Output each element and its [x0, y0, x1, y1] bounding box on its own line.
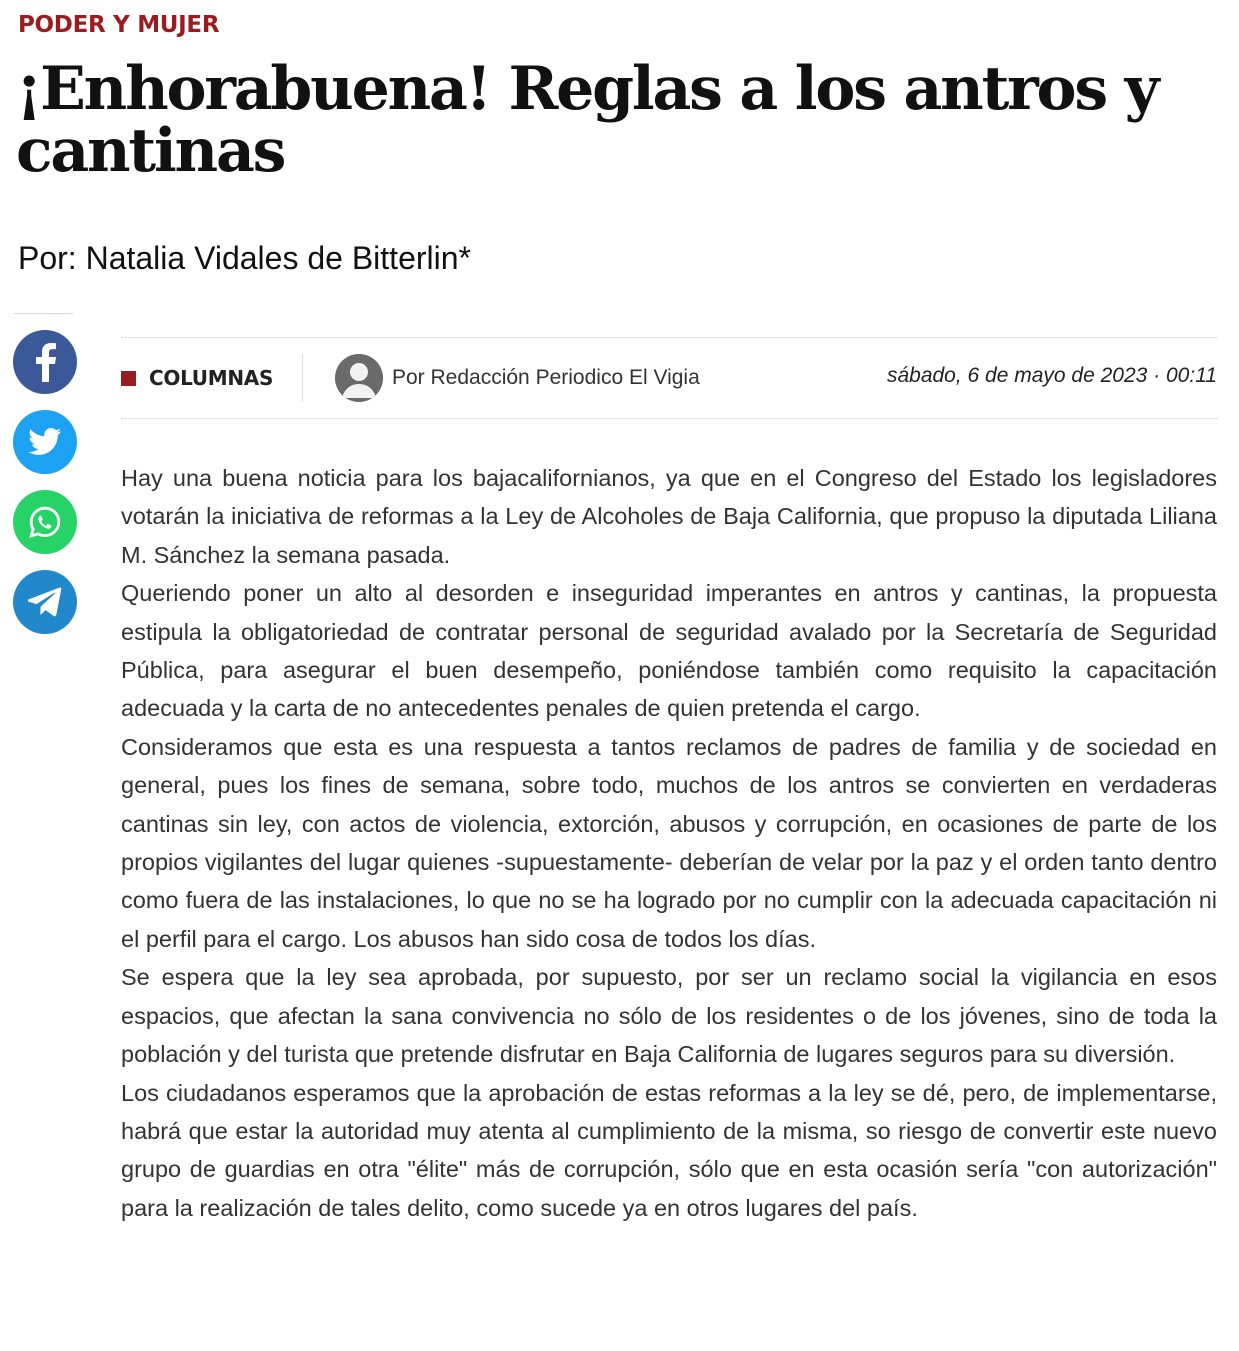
article-paragraph: Queriendo poner un alto al desorden e inseguridad imperantes en antros y cantinas, la propuesta estipula la obligatoriedad de contratar personal de seguridad avalado por la Secretaría de Seguridad Pública, para asegurar el buen desempeño, poniéndose también como requisito la capacitación adecuada y la carta de no antecedentes penales de quien pretenda el cargo.: [121, 580, 1217, 722]
article-paragraph: Se espera que la ley sea aprobada, por supuesto, por ser un reclamo social la vigilancia en esos espacios, que afectan la sana convivencia no sólo de los residentes o de los jóvenes, sino de toda la población y del turista que pretende disfrutar en Baja California de lugares seguros para su diversión.: [121, 964, 1217, 1068]
article-paragraph: Los ciudadanos esperamos que la aprobación de estas reformas a la ley se dé, pero, de implementarse, habrá que estar la autoridad muy atenta al cumplimiento de la misma, so riesgo de convertir este nuevo grupo de guardias en otra "élite" más de corrupción, sólo que en esta ocasión sería "con autorización" para la realización de tales delito, como sucede ya en otros lugares del país.: [121, 1079, 1217, 1221]
facebook-share-button[interactable]: [13, 330, 77, 394]
twitter-share-button[interactable]: [13, 410, 77, 474]
publish-date: sábado, 6 de mayo de 2023 · 00:11: [886, 364, 1217, 387]
share-divider: [14, 313, 73, 314]
meta-divider-top: [121, 337, 1217, 338]
author-block[interactable]: [335, 354, 700, 402]
category-label: COLUMNAS: [149, 366, 274, 390]
avatar: [335, 354, 383, 402]
article-paragraph: Consideramos que esta es una respuesta a tantos reclamos de padres de familia y de sociedad en general, pues los fines de semana, sobre todo, muchos de los antros se convierten en verdaderas cantinas sin ley, con actos de violencia, extorción, abusos y corrupción, en ocasiones de parte de los propios vigilantes del lugar quienes -supuestamente- deberían de velar por la paz y el orden tanto dentro como fuera de las instalaciones, lo que no se ha logrado por no cumplir con la adecuada capacitación ni el perfil para el cargo. Los abusos han sido cosa de todos los días.: [121, 733, 1217, 952]
article-byline: Por: Natalia Vidales de Bitterlin*: [18, 240, 471, 276]
category-link[interactable]: [121, 366, 273, 390]
twitter-icon: [28, 428, 62, 456]
article-paragraph: Hay una buena noticia para los bajacalifornianos, ya que en el Congreso del Estado los legisladores votarán la iniciativa de reformas a la Ley de Alcoholes de Baja California, que propuso la diputada Liliana M. Sánchez la semana pasada.: [121, 465, 1217, 568]
telegram-icon: [28, 587, 62, 617]
category-marker: [121, 371, 136, 386]
whatsapp-icon: [28, 505, 62, 539]
meta-separator: [302, 354, 303, 402]
facebook-icon: [32, 342, 58, 382]
article-body: [121, 459, 1217, 1227]
author-name: Por Redacción Periodico El Vigia: [392, 366, 700, 389]
whatsapp-share-button[interactable]: [13, 490, 77, 554]
article-title: ¡Enhorabuena! Reglas a los antros y cantinas: [16, 54, 1158, 186]
user-icon: [335, 354, 383, 402]
telegram-share-button[interactable]: [13, 570, 77, 634]
section-label[interactable]: PODER Y MUJER: [18, 12, 220, 38]
meta-divider-bottom: [121, 418, 1217, 419]
